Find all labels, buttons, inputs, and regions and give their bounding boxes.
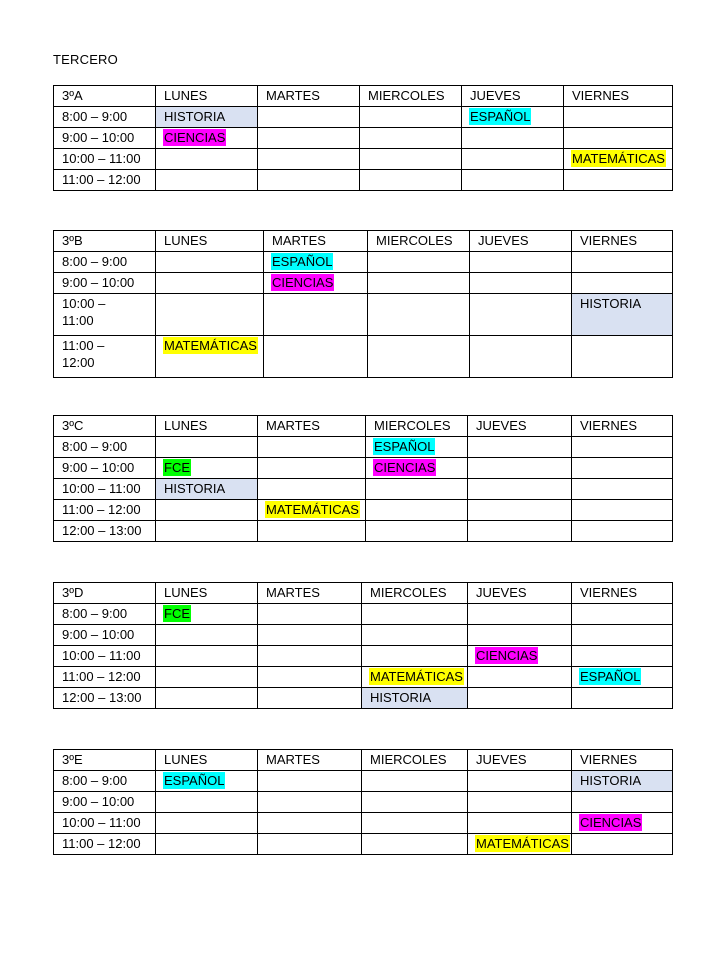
time-slot: 11:00 – 12:00 — [54, 170, 156, 191]
class-cell — [258, 688, 362, 709]
class-cell — [462, 107, 564, 128]
schedule-table-3d — [53, 582, 673, 709]
table-header-row — [54, 416, 673, 437]
class-cell — [360, 107, 462, 128]
class-cell — [156, 273, 264, 294]
document-title: TERCERO — [53, 52, 118, 67]
table-header-row — [54, 750, 673, 771]
time-slot: 10:00 – 11:00 — [54, 479, 156, 500]
table-row — [54, 771, 673, 792]
class-cell — [572, 604, 673, 625]
class-cell — [368, 252, 470, 273]
table-header-row — [54, 583, 673, 604]
class-cell — [366, 458, 468, 479]
day-header: VIERNES — [572, 416, 673, 437]
subject-chip-espanol: ESPAÑOL — [272, 254, 333, 269]
table-row — [54, 813, 673, 834]
class-cell-historia: HISTORIA — [572, 771, 673, 792]
time-slot: 11:00 – 12:00 — [54, 500, 156, 521]
class-cell — [468, 458, 572, 479]
class-cell — [564, 149, 673, 170]
table-row — [54, 646, 673, 667]
class-cell — [264, 252, 368, 273]
day-header: LUNES — [156, 583, 258, 604]
class-cell — [258, 479, 366, 500]
class-cell-historia: HISTORIA — [362, 688, 468, 709]
day-header: JUEVES — [468, 583, 572, 604]
class-cell — [258, 646, 362, 667]
class-cell — [156, 149, 258, 170]
schedule-table-3c — [53, 415, 673, 542]
class-cell — [572, 834, 673, 855]
class-cell — [572, 813, 673, 834]
time-slot: 8:00 – 9:00 — [54, 107, 156, 128]
time-slot: 8:00 – 9:00 — [54, 437, 156, 458]
class-cell — [156, 792, 258, 813]
class-cell — [468, 625, 572, 646]
subject-chip-matematicas: MATEMÁTICAS — [370, 669, 463, 684]
class-cell — [470, 294, 572, 336]
class-cell — [156, 813, 258, 834]
time-slot: 9:00 – 10:00 — [54, 458, 156, 479]
subject-chip-ciencias: CIENCIAS — [580, 815, 642, 830]
day-header: MARTES — [258, 750, 362, 771]
class-cell — [468, 437, 572, 458]
class-cell — [368, 273, 470, 294]
class-cell — [156, 170, 258, 191]
day-header: MARTES — [258, 86, 360, 107]
time-slot: 8:00 – 9:00 — [54, 252, 156, 273]
class-cell — [156, 625, 258, 646]
class-cell — [258, 667, 362, 688]
table-row — [54, 107, 673, 128]
day-header: JUEVES — [470, 231, 572, 252]
class-cell — [572, 646, 673, 667]
table-row — [54, 667, 673, 688]
time-slot: 10:00 – 11:00 — [54, 646, 156, 667]
day-header: JUEVES — [462, 86, 564, 107]
day-header: MARTES — [258, 583, 362, 604]
time-slot: 8:00 – 9:00 — [54, 604, 156, 625]
class-cell — [258, 500, 366, 521]
class-cell — [258, 107, 360, 128]
subject-chip-matematicas: MATEMÁTICAS — [164, 338, 257, 353]
class-cell — [468, 604, 572, 625]
table-row — [54, 500, 673, 521]
class-cell — [468, 792, 572, 813]
subject-chip-matematicas: MATEMÁTICAS — [572, 151, 665, 166]
subject-chip-ciencias: CIENCIAS — [476, 648, 538, 663]
class-cell-historia: HISTORIA — [156, 107, 258, 128]
class-cell — [156, 500, 258, 521]
class-cell — [468, 688, 572, 709]
table-row — [54, 336, 673, 378]
table-row — [54, 294, 673, 336]
time-slot: 11:00 – 12:00 — [54, 336, 156, 378]
class-cell — [462, 170, 564, 191]
day-header: MIERCOLES — [360, 86, 462, 107]
subject-chip-fce: FCE — [164, 606, 190, 621]
table-row — [54, 792, 673, 813]
class-cell — [156, 834, 258, 855]
class-cell — [572, 500, 673, 521]
class-cell-historia: HISTORIA — [156, 479, 258, 500]
subject-chip-ciencias: CIENCIAS — [374, 460, 436, 475]
table-row — [54, 437, 673, 458]
group-label: 3ºA — [54, 86, 156, 107]
class-cell — [564, 170, 673, 191]
class-cell — [468, 667, 572, 688]
class-cell — [572, 458, 673, 479]
class-cell — [258, 149, 360, 170]
group-label: 3ºD — [54, 583, 156, 604]
class-cell — [258, 128, 360, 149]
class-cell — [468, 500, 572, 521]
class-cell — [362, 604, 468, 625]
day-header: MIERCOLES — [368, 231, 470, 252]
schedule-table-3a — [53, 85, 673, 191]
class-cell — [368, 294, 470, 336]
day-header: LUNES — [156, 416, 258, 437]
class-cell — [156, 336, 264, 378]
time-slot: 9:00 – 10:00 — [54, 625, 156, 646]
class-cell — [468, 521, 572, 542]
class-cell — [572, 792, 673, 813]
time-slot: 8:00 – 9:00 — [54, 771, 156, 792]
day-header: VIERNES — [572, 231, 673, 252]
class-cell — [366, 437, 468, 458]
class-cell — [572, 252, 673, 273]
day-header: VIERNES — [564, 86, 673, 107]
subject-chip-fce: FCE — [164, 460, 190, 475]
class-cell — [572, 437, 673, 458]
time-slot: 10:00 – 11:00 — [54, 813, 156, 834]
subject-chip-ciencias: CIENCIAS — [272, 275, 334, 290]
table-row — [54, 834, 673, 855]
class-cell — [360, 149, 462, 170]
class-cell — [362, 646, 468, 667]
class-cell — [156, 604, 258, 625]
class-cell — [572, 667, 673, 688]
time-slot: 11:00 – 12:00 — [54, 834, 156, 855]
day-header: JUEVES — [468, 750, 572, 771]
class-cell — [362, 625, 468, 646]
class-cell — [468, 646, 572, 667]
day-header: JUEVES — [468, 416, 572, 437]
schedule-table-3b — [53, 230, 673, 378]
day-header: MIERCOLES — [362, 583, 468, 604]
class-cell — [362, 813, 468, 834]
class-cell — [156, 688, 258, 709]
class-cell — [264, 294, 368, 336]
day-header: LUNES — [156, 231, 264, 252]
subject-chip-espanol: ESPAÑOL — [580, 669, 641, 684]
class-cell — [572, 479, 673, 500]
class-cell — [470, 336, 572, 378]
class-cell — [572, 688, 673, 709]
class-cell — [470, 252, 572, 273]
class-cell — [258, 834, 362, 855]
class-cell — [368, 336, 470, 378]
table-row — [54, 252, 673, 273]
class-cell-historia: HISTORIA — [572, 294, 673, 336]
class-cell — [564, 107, 673, 128]
class-cell — [258, 771, 362, 792]
day-header: LUNES — [156, 750, 258, 771]
table-row — [54, 625, 673, 646]
class-cell — [156, 771, 258, 792]
class-cell — [564, 128, 673, 149]
class-cell — [362, 792, 468, 813]
class-cell — [258, 604, 362, 625]
class-cell — [156, 128, 258, 149]
class-cell — [258, 521, 366, 542]
group-label: 3ºE — [54, 750, 156, 771]
class-cell — [258, 792, 362, 813]
day-header: VIERNES — [572, 750, 673, 771]
table-row — [54, 458, 673, 479]
class-cell — [362, 834, 468, 855]
day-header: MIERCOLES — [362, 750, 468, 771]
class-cell — [362, 667, 468, 688]
time-slot: 12:00 – 13:00 — [54, 688, 156, 709]
class-cell — [156, 437, 258, 458]
class-cell — [468, 813, 572, 834]
table-row — [54, 170, 673, 191]
class-cell — [156, 252, 264, 273]
class-cell — [462, 149, 564, 170]
class-cell — [572, 336, 673, 378]
class-cell — [468, 479, 572, 500]
table-row — [54, 604, 673, 625]
schedule-table-3e — [53, 749, 673, 855]
group-label: 3ºB — [54, 231, 156, 252]
time-slot: 12:00 – 13:00 — [54, 521, 156, 542]
time-slot: 10:00 – 11:00 — [54, 294, 156, 336]
day-header: LUNES — [156, 86, 258, 107]
class-cell — [156, 521, 258, 542]
table-row — [54, 128, 673, 149]
class-cell — [156, 294, 264, 336]
time-slot: 11:00 – 12:00 — [54, 667, 156, 688]
subject-chip-espanol: ESPAÑOL — [470, 109, 531, 124]
day-header: MARTES — [264, 231, 368, 252]
class-cell — [468, 834, 572, 855]
table-row — [54, 149, 673, 170]
class-cell — [258, 458, 366, 479]
class-cell — [366, 521, 468, 542]
class-cell — [264, 273, 368, 294]
time-slot: 10:00 – 11:00 — [54, 149, 156, 170]
class-cell — [462, 128, 564, 149]
class-cell — [258, 437, 366, 458]
day-header: MARTES — [258, 416, 366, 437]
table-header-row — [54, 86, 673, 107]
table-row — [54, 273, 673, 294]
class-cell — [258, 813, 362, 834]
time-slot: 9:00 – 10:00 — [54, 128, 156, 149]
class-cell — [572, 521, 673, 542]
class-cell — [258, 625, 362, 646]
class-cell — [468, 771, 572, 792]
subject-chip-espanol: ESPAÑOL — [164, 773, 225, 788]
class-cell — [156, 646, 258, 667]
class-cell — [264, 336, 368, 378]
table-row — [54, 479, 673, 500]
table-row — [54, 521, 673, 542]
table-row — [54, 688, 673, 709]
day-header: MIERCOLES — [366, 416, 468, 437]
class-cell — [366, 479, 468, 500]
time-slot: 9:00 – 10:00 — [54, 273, 156, 294]
class-cell — [572, 625, 673, 646]
class-cell — [366, 500, 468, 521]
subject-chip-matematicas: MATEMÁTICAS — [476, 836, 569, 851]
class-cell — [360, 128, 462, 149]
class-cell — [572, 273, 673, 294]
time-slot: 9:00 – 10:00 — [54, 792, 156, 813]
class-cell — [156, 458, 258, 479]
day-header: VIERNES — [572, 583, 673, 604]
class-cell — [470, 273, 572, 294]
class-cell — [362, 771, 468, 792]
class-cell — [258, 170, 360, 191]
subject-chip-matematicas: MATEMÁTICAS — [266, 502, 359, 517]
table-header-row — [54, 231, 673, 252]
subject-chip-espanol: ESPAÑOL — [374, 439, 435, 454]
subject-chip-ciencias: CIENCIAS — [164, 130, 226, 145]
class-cell — [156, 667, 258, 688]
class-cell — [360, 170, 462, 191]
group-label: 3ºC — [54, 416, 156, 437]
